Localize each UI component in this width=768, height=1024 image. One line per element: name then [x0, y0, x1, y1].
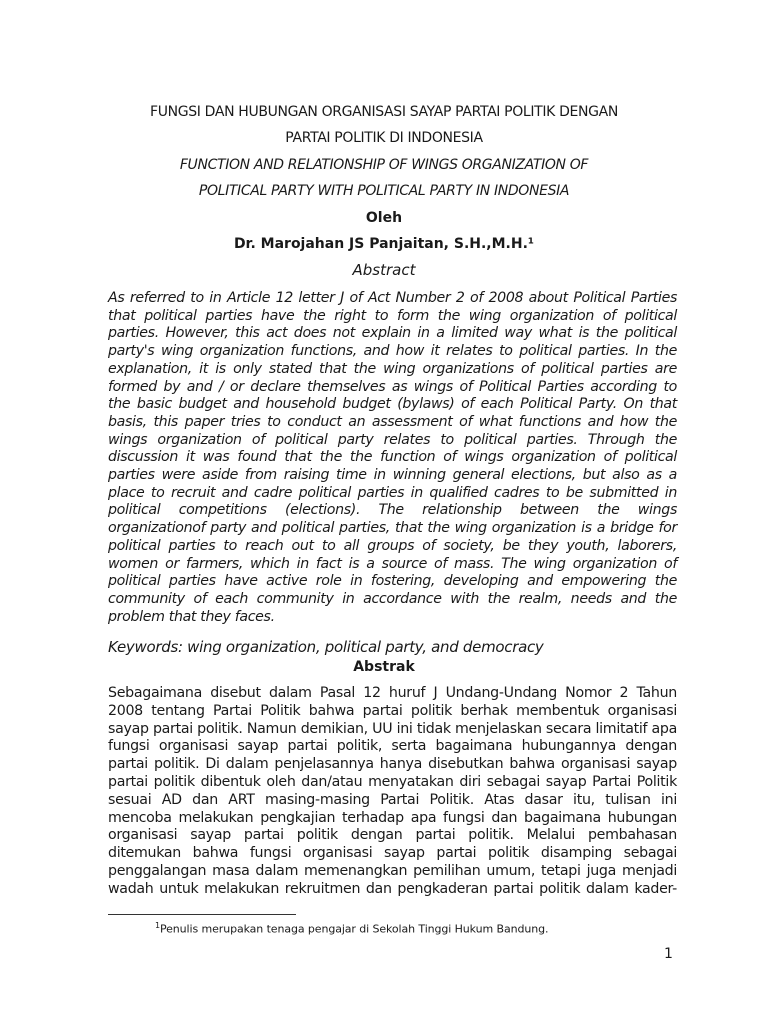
- abstract-line: parties were aside from raising time in winning general elections, but also as a: [108, 467, 677, 484]
- abstrak-line: organisasi sayap partai politik dengan partai politik. Melalui pembahasan: [108, 827, 677, 844]
- footnote-marker: 1: [155, 921, 160, 930]
- abstract-heading: Abstract: [352, 261, 416, 279]
- abstract-line: political parties have active role in fostering, developing and empowering the: [108, 573, 677, 590]
- abstrak-line: partai politik. Di dalam penjelasannya hanya disebutkan bahwa organisasi sayap: [108, 756, 677, 773]
- footnote-separator: [108, 914, 296, 915]
- abstract-line: political parties to reach out to all groups of society, be they youth, laborers,: [108, 537, 677, 554]
- title-english-line1: FUNCTION AND RELATIONSHIP OF WINGS ORGANIZATION OF: [179, 157, 589, 173]
- keywords: Keywords: wing organization, political party, and democracy: [108, 638, 544, 656]
- abstrak-line: penggalangan masa dalam memenangkan pemilihan umum, tetapi juga menjadi: [108, 862, 677, 879]
- title-english-line2: POLITICAL PARTY WITH POLITICAL PARTY IN INDONESIA: [198, 183, 570, 199]
- abstract-line: community of each community in accordance with the realm, needs and the: [108, 590, 677, 607]
- abstract-line: political competitions (elections). The relationship between the wings: [108, 502, 677, 519]
- abstract-line: that political parties have the right to form the wing organization of political: [108, 307, 677, 324]
- abstract-line: basis, this paper tries to conduct an assessment of what functions and how the: [108, 413, 677, 430]
- abstrak-line: partai politik dibentuk oleh dan/atau menyatakan diri sebagai sayap Partai Politik: [108, 773, 677, 790]
- abstrak-line: ditemukan bahwa fungsi organisasi sayap partai politik disamping sebagai: [108, 845, 677, 862]
- abstrak-line: 2008 tentang Partai Politik bahwa partai politik berhak membentuk organisasi: [108, 702, 677, 719]
- abstract-line: formed by and / or declare themselves as wings of Political Parties according to: [108, 378, 677, 395]
- abstract-english-body: [108, 290, 677, 626]
- abstrak-line: mencoba melakukan pengkajian terhadap apa fungsi dan bagaimana hubungan: [108, 809, 677, 826]
- title-indonesian-line2: PARTAI POLITIK DI INDONESIA: [285, 130, 483, 146]
- abstract-line: place to recruit and cadre political parties in qualified cadres to be submitted in: [108, 484, 677, 501]
- abstract-line: wings organization of political party relates to political parties. Through the: [108, 431, 677, 448]
- abstract-line: the basic budget and household budget (bylaws) of each Political Party. On that: [108, 396, 677, 413]
- abstract-line: explanation, it is only stated that the wing organizations of political parties are: [108, 360, 677, 377]
- abstrak-indonesian-body: [108, 685, 677, 899]
- abstrak-line: fungsi organisasi sayap partai politik, serta bagaimana hubungannya dengan: [108, 738, 677, 755]
- abstract-line: discussion it was found that the the function of wings organization of political: [108, 449, 677, 466]
- footnote: [155, 921, 548, 936]
- abstract-line: problem that they faces.: [108, 608, 275, 625]
- abstrak-line: sesuai AD dan ART masing-masing Partai Politik. Atas dasar itu, tulisan ini: [108, 791, 677, 808]
- author-name: Dr. Marojahan JS Panjaitan, S.H.,M.H.¹: [233, 236, 535, 252]
- abstrak-line: sayap partai politik. Namun demikian, UU ini tidak menjelaskan secara limitatif apa: [108, 720, 677, 737]
- abstract-line: women or farmers, which in fact is a source of mass. The wing organization of: [108, 555, 677, 572]
- abstract-line: parties. However, this act does not explain in a limited way what is the political: [108, 325, 677, 342]
- title-indonesian-line1: FUNGSI DAN HUBUNGAN ORGANISASI SAYAP PARTAI POLITIK DENGAN: [150, 104, 618, 120]
- abstract-line: As referred to in Article 12 letter J of Act Number 2 of 2008 about Political Parties: [108, 290, 677, 306]
- abstract-line: party's wing organization functions, and how it relates to political parties. In the: [108, 343, 677, 360]
- byline-oleh: Oleh: [365, 210, 403, 226]
- abstrak-line: Sebagaimana disebut dalam Pasal 12 huruf J Undang-Undang Nomor 2 Tahun: [108, 685, 677, 701]
- abstract-line: organizationof party and political parties, that the wing organization is a bridge for: [108, 520, 677, 537]
- page-number: 1: [664, 946, 673, 962]
- abstrak-heading: Abstrak: [353, 659, 415, 675]
- abstrak-line: wadah untuk melakukan rekruitmen dan pengkaderan partai politik dalam kader-: [108, 880, 677, 897]
- footnote-text: Penulis merupakan tenaga pengajar di Sekolah Tinggi Hukum Bandung.: [160, 922, 549, 936]
